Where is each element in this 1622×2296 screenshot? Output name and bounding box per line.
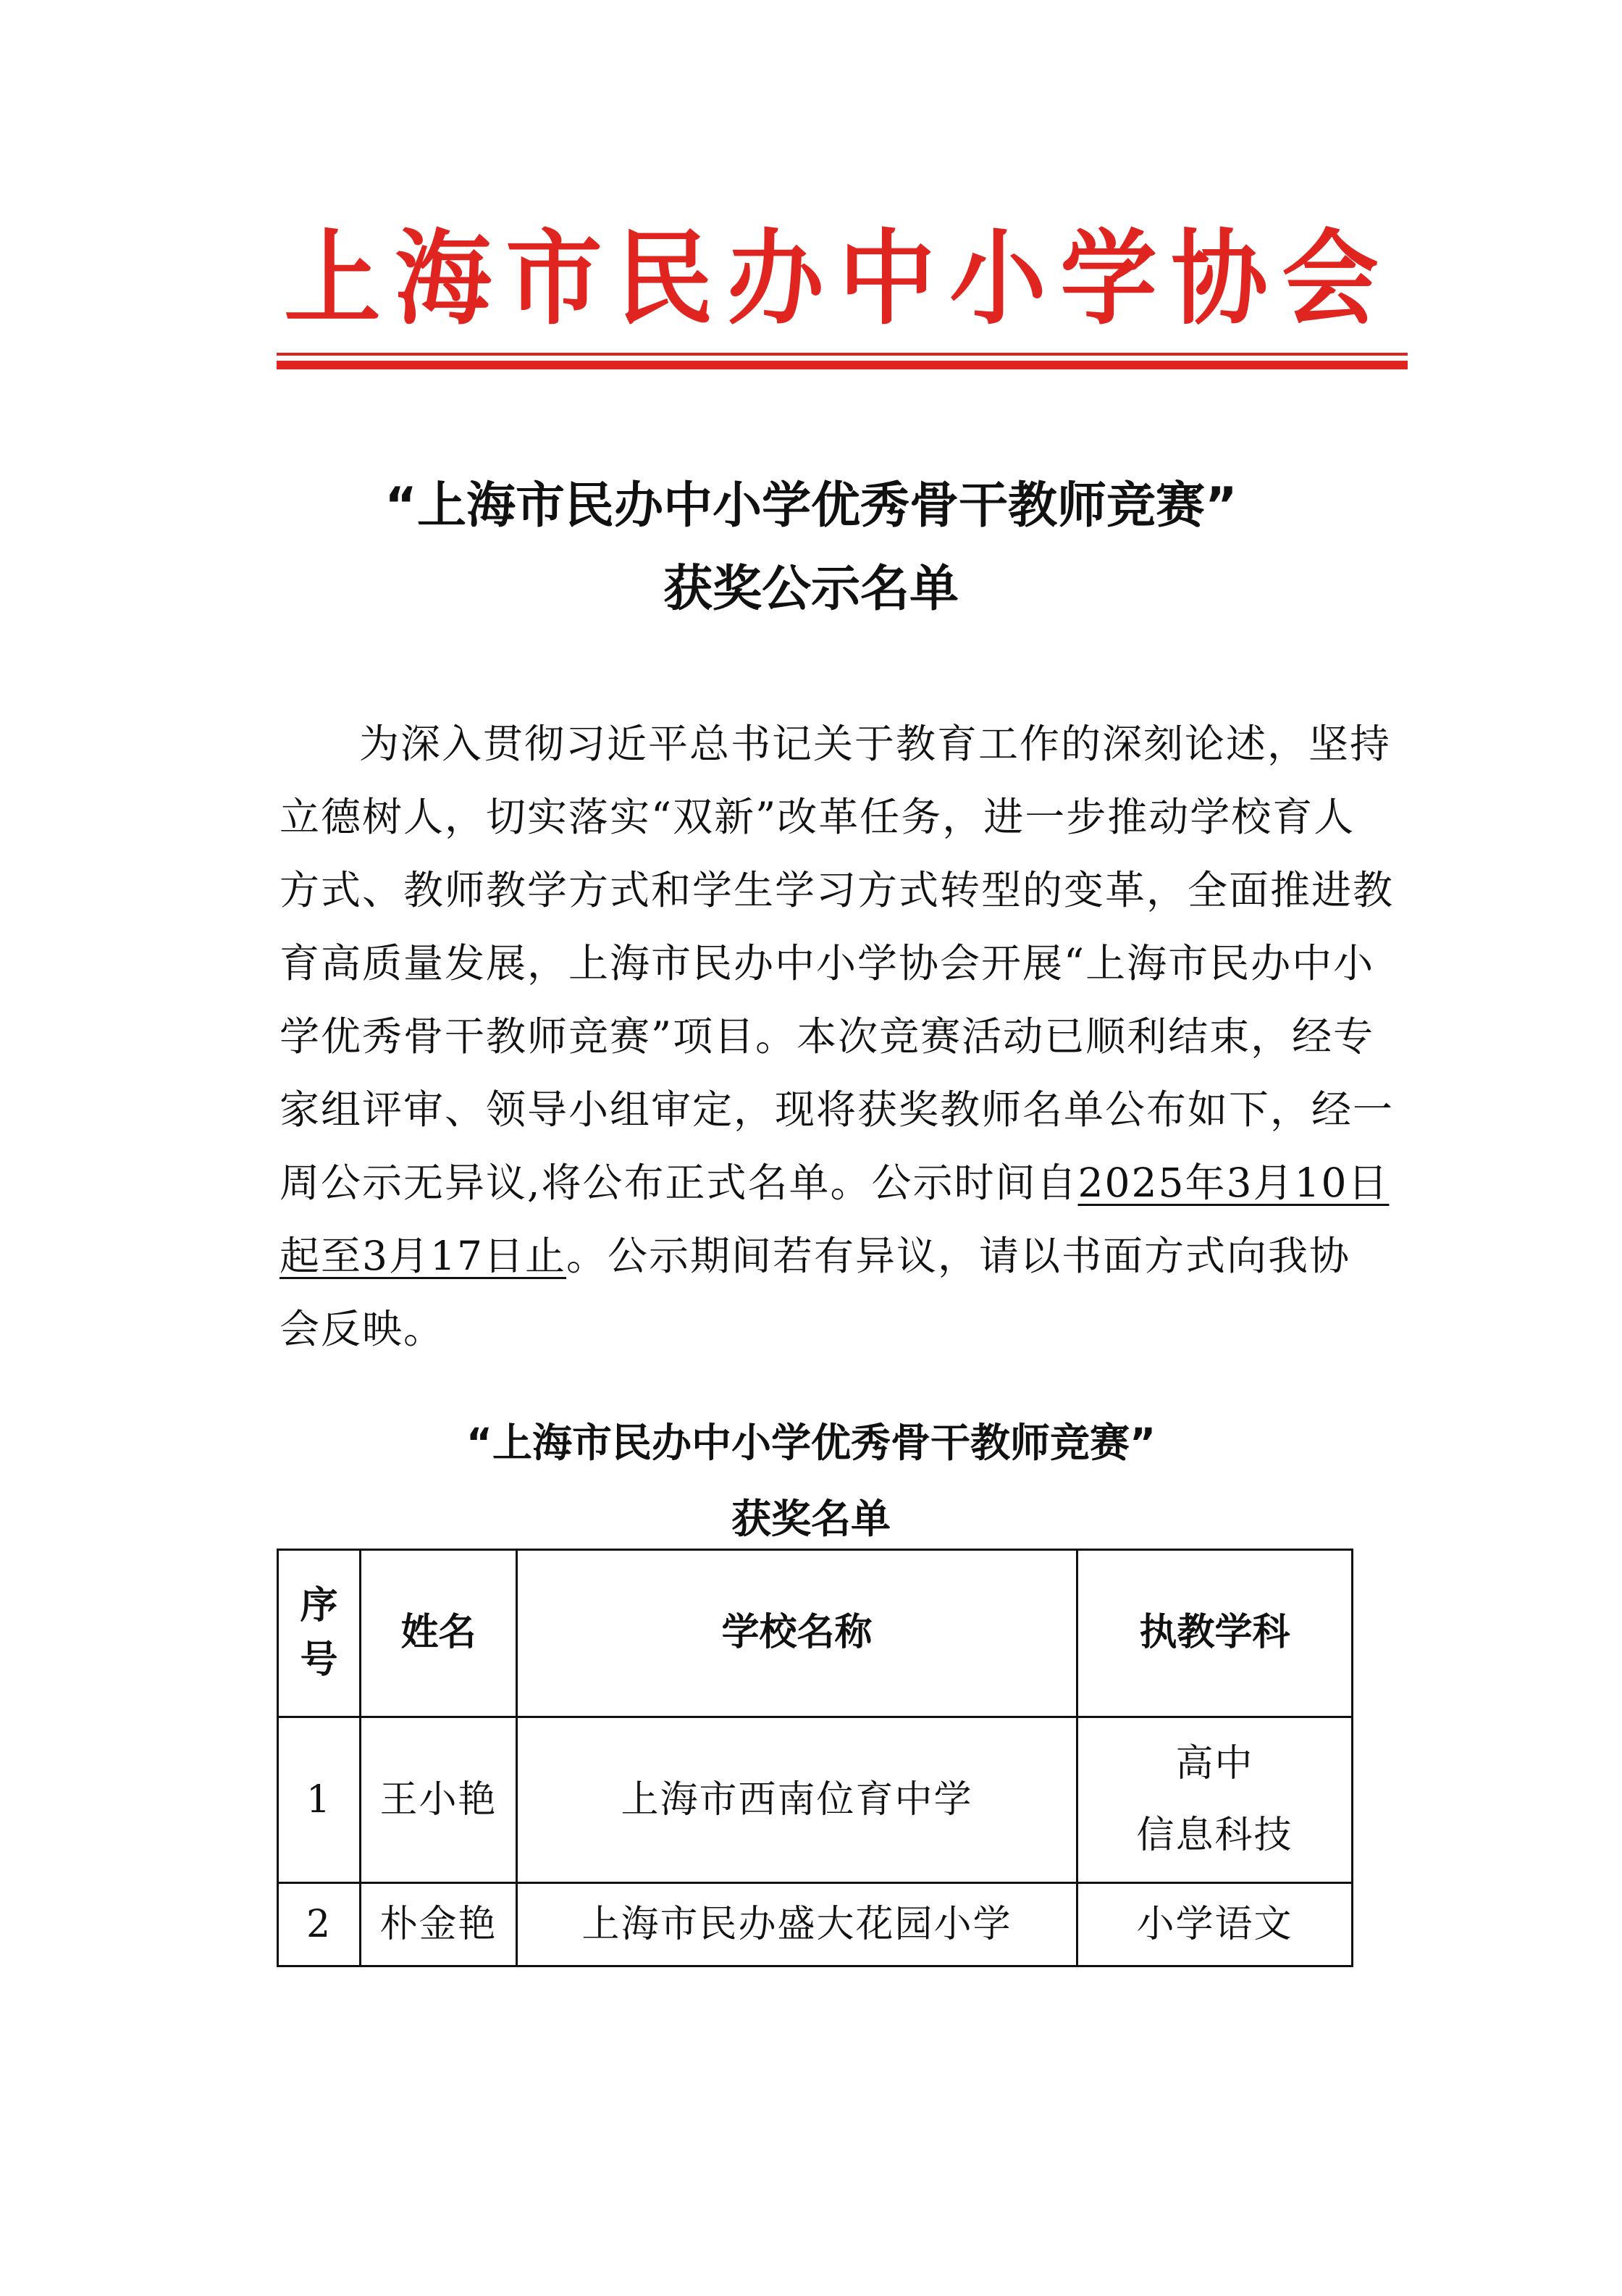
cell-name: 王小艳	[361, 1717, 517, 1883]
table-header-row	[278, 1550, 1353, 1717]
cell-index: 2	[278, 1883, 361, 1966]
body-line: 家组评审、领导小组审定，现将获奖教师名单公布如下，经一	[280, 1086, 1395, 1133]
letterhead-character: 学	[1060, 219, 1157, 339]
letterhead-rule-thick	[277, 361, 1408, 369]
body-text: 。公示期间若有异议，请以书面方式向我协	[566, 1233, 1350, 1279]
header-index	[278, 1550, 361, 1717]
letterhead-character: 市	[505, 219, 602, 339]
cell-name: 朴金艳	[361, 1883, 517, 1966]
body-line: 学优秀骨干教师竞赛”项目。本次竞赛活动已顺利结束，经专	[280, 1013, 1375, 1060]
notice-subtitle: 获奖公示名单	[663, 561, 959, 618]
body-line	[280, 1233, 1366, 1279]
cell-school: 上海市西南位育中学	[517, 1717, 1077, 1883]
header-name: 姓名	[361, 1550, 517, 1717]
header-index-bottom: 号	[300, 1638, 338, 1682]
body-line: 育高质量发展，上海市民办中小学协会开展“上海市民办中小	[280, 940, 1375, 986]
table-subtitle: 获奖名单	[731, 1496, 891, 1542]
letterhead-character: 海	[395, 219, 492, 339]
body-line	[280, 1160, 1390, 1206]
letterhead-character: 民	[616, 219, 714, 339]
header-school: 学校名称	[517, 1550, 1077, 1717]
notice-end-date: 起至3月17日止	[280, 1233, 566, 1279]
cell-subject-line: 高中	[1175, 1742, 1254, 1786]
letterhead-rule-thin	[277, 353, 1408, 356]
body-line: 方式、教师教学方式和学生学习方式转型的变革，全面推进教	[280, 867, 1395, 913]
cell-index: 1	[278, 1717, 361, 1883]
letterhead-character: 上	[284, 219, 381, 339]
body-line: 立德树人，切实落实“双新”改革任务，进一步推动学校育人	[280, 794, 1356, 840]
letterhead-character: 小	[949, 219, 1046, 339]
letterhead-character: 会	[1282, 219, 1379, 339]
letterhead-character: 办	[727, 219, 825, 339]
letterhead-character: 协	[1171, 219, 1268, 339]
header-subject: 执教学科	[1077, 1550, 1353, 1717]
header-index-top: 序	[300, 1583, 338, 1627]
award-table	[277, 1549, 1353, 1967]
notice-title: “上海市民办中小学优秀骨干教师竞赛”	[385, 477, 1237, 535]
letterhead-character: 中	[838, 219, 936, 339]
body-text: 周公示无异议,将公布正式名单。公示时间自	[280, 1160, 1078, 1206]
cell-subject	[1077, 1717, 1353, 1883]
notice-start-date: 2025年3月10日	[1077, 1160, 1390, 1206]
cell-school: 上海市民办盛大花园小学	[517, 1883, 1077, 1966]
table-row	[278, 1883, 1353, 1966]
cell-subject-line: 信息科技	[1136, 1814, 1293, 1857]
body-line: 为深入贯彻习近平总书记关于教育工作的深刻论述，坚持	[359, 721, 1392, 767]
table-row	[278, 1717, 1353, 1883]
table-title: “上海市民办中小学优秀骨干教师竞赛”	[466, 1420, 1156, 1466]
letterhead-organization	[281, 217, 1382, 340]
cell-subject: 小学语文	[1077, 1883, 1353, 1966]
body-line: 会反映。	[280, 1306, 445, 1352]
